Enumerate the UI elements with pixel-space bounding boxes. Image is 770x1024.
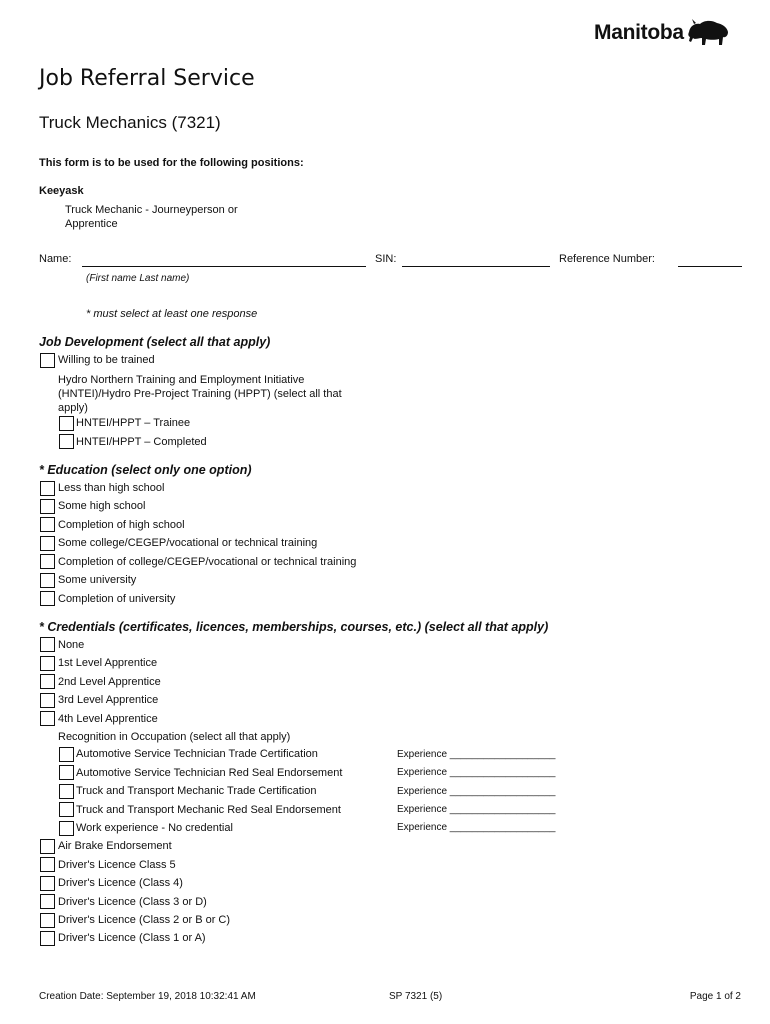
experience-field[interactable]: Experience ___________________ — [397, 822, 556, 833]
checkbox-label: Automotive Service Technician Red Seal Endorsement — [76, 767, 343, 779]
hntei-line: apply) — [58, 402, 88, 414]
checkbox-label: Less than high school — [58, 482, 165, 494]
name-label: Name: — [39, 253, 72, 265]
recognition-checkbox[interactable] — [59, 821, 74, 836]
checkbox-label: Some college/CEGEP/vocational or technical training — [58, 537, 318, 549]
credentials-title: * Credentials (certificates, licences, memberships, courses, etc.) (select all that apply) — [39, 620, 549, 634]
education-checkbox[interactable] — [40, 536, 55, 551]
checkbox-label: Completion of university — [58, 593, 176, 605]
form-code: SP 7321 (5) — [389, 991, 443, 1002]
job-development-title: Job Development (select all that apply) — [39, 335, 271, 349]
checkbox-label: Air Brake Endorsement — [58, 840, 172, 852]
checkbox-label: Driver's Licence (Class 4) — [58, 877, 183, 889]
project-name: Keeyask — [39, 185, 84, 197]
credential-checkbox[interactable] — [40, 839, 55, 854]
reference-label: Reference Number: — [559, 253, 655, 265]
intro-text: This form is to be used for the following positions: — [39, 157, 304, 169]
reference-field[interactable] — [678, 266, 742, 267]
recognition-checkbox[interactable] — [59, 802, 74, 817]
checkbox-label: Truck and Transport Mechanic Red Seal Endorsement — [76, 804, 341, 816]
page-title: Job Referral Service — [39, 66, 255, 91]
checkbox-label: None — [58, 639, 85, 651]
sin-label: SIN: — [375, 253, 397, 265]
name-hint: (First name Last name) — [86, 273, 190, 284]
must-select-note: * must select at least one response — [86, 308, 258, 320]
checkbox-label: Driver's Licence (Class 1 or A) — [58, 932, 206, 944]
position-line: Truck Mechanic - Journeyperson or — [65, 204, 238, 216]
credential-checkbox[interactable] — [40, 693, 55, 708]
checkbox-label: Some high school — [58, 500, 146, 512]
education-checkbox[interactable] — [40, 517, 55, 532]
checkbox-label: HNTEI/HPPT – Trainee — [76, 417, 191, 429]
checkbox-label: 4th Level Apprentice — [58, 713, 158, 725]
checkbox-label: Willing to be trained — [58, 354, 155, 366]
checkbox-label: Truck and Transport Mechanic Trade Certification — [76, 785, 317, 797]
willing-to-be-trained-checkbox[interactable] — [40, 353, 55, 368]
checkbox-label: 3rd Level Apprentice — [58, 694, 159, 706]
hntei-line: (HNTEI)/Hydro Pre-Project Training (HPPT) (select all that — [58, 388, 342, 400]
education-checkbox[interactable] — [40, 499, 55, 514]
checkbox-label: Automotive Service Technician Trade Certification — [76, 748, 318, 760]
experience-field[interactable]: Experience ___________________ — [397, 767, 556, 778]
hntei-line: Hydro Northern Training and Employment Initiative — [58, 374, 305, 386]
recognition-checkbox[interactable] — [59, 747, 74, 762]
education-title: * Education (select only one option) — [39, 463, 252, 477]
education-checkbox[interactable] — [40, 554, 55, 569]
recognition-checkbox[interactable] — [59, 784, 74, 799]
checkbox-label: Work experience - No credential — [76, 822, 233, 834]
checkbox-label: Completion of high school — [58, 519, 185, 531]
credential-checkbox[interactable] — [40, 857, 55, 872]
page-subtitle: Truck Mechanics (7321) — [39, 113, 221, 132]
education-checkbox[interactable] — [40, 481, 55, 496]
credential-checkbox[interactable] — [40, 931, 55, 946]
checkbox-label: HNTEI/HPPT – Completed — [76, 436, 207, 448]
hntei-description — [58, 373, 342, 415]
checkbox-label: Driver's Licence (Class 3 or D) — [58, 896, 207, 908]
credential-checkbox[interactable] — [40, 711, 55, 726]
sin-field[interactable] — [402, 266, 550, 267]
hntei-trainee-checkbox[interactable] — [59, 416, 74, 431]
experience-field[interactable]: Experience ___________________ — [397, 786, 556, 797]
checkbox-label: Driver's Licence (Class 2 or B or C) — [58, 914, 231, 926]
manitoba-logo — [594, 16, 730, 50]
hntei-completed-checkbox[interactable] — [59, 434, 74, 449]
credential-checkbox[interactable] — [40, 674, 55, 689]
position-line: Apprentice — [65, 218, 118, 230]
education-checkbox[interactable] — [40, 573, 55, 588]
name-field[interactable] — [82, 266, 366, 267]
checkbox-label: 1st Level Apprentice — [58, 657, 158, 669]
position-text — [65, 203, 238, 231]
experience-field[interactable]: Experience ___________________ — [397, 804, 556, 815]
credential-checkbox[interactable] — [40, 637, 55, 652]
recognition-checkbox[interactable] — [59, 765, 74, 780]
credential-checkbox[interactable] — [40, 913, 55, 928]
credential-checkbox[interactable] — [40, 894, 55, 909]
credential-checkbox[interactable] — [40, 876, 55, 891]
recognition-heading: Recognition in Occupation (select all that apply) — [58, 731, 291, 743]
credential-checkbox[interactable] — [40, 656, 55, 671]
page-number: Page 1 of 2 — [689, 991, 741, 1002]
education-checkbox[interactable] — [40, 591, 55, 606]
checkbox-label: Some university — [58, 574, 137, 586]
creation-date: Creation Date: September 19, 2018 10:32:41 AM — [39, 991, 256, 1002]
checkbox-label: Driver's Licence Class 5 — [58, 859, 176, 871]
checkbox-label: Completion of college/CEGEP/vocational or technical training — [58, 556, 357, 568]
bison-icon — [686, 18, 730, 48]
experience-field[interactable]: Experience ___________________ — [397, 749, 556, 760]
checkbox-label: 2nd Level Apprentice — [58, 676, 161, 688]
logo-text: Manitoba — [594, 21, 684, 44]
